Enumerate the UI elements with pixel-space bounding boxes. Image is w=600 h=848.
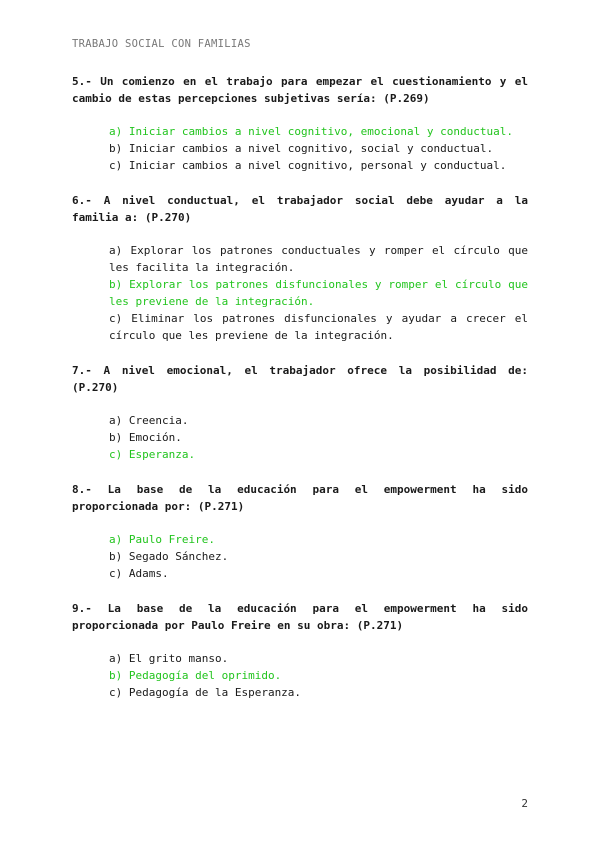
answer-options [109,123,528,174]
answer-option-correct: b) Explorar los patrones disfuncionales y romper el círculo que les previene de la integración. [109,278,528,308]
answer-options [109,242,528,344]
answer-option: c) Iniciar cambios a nivel cognitivo, personal y conductual. [109,159,507,172]
question-list [72,73,528,719]
answer-option-correct: a) Iniciar cambios a nivel cognitivo, emocional y conductual. [109,125,513,138]
page-header: TRABAJO SOCIAL CON FAMILIAS [72,38,251,50]
question-5 [72,73,528,174]
answer-option: c) Pedagogía de la Esperanza. [109,686,302,699]
page-number: 2 [521,797,528,810]
answer-option: a) El grito manso. [109,652,229,665]
answer-options [109,412,528,463]
question-7 [72,362,528,463]
answer-option-correct: c) Esperanza. [109,448,196,461]
answer-options [109,650,528,701]
question-8 [72,481,528,582]
answer-option: b) Iniciar cambios a nivel cognitivo, social y conductual. [109,142,494,155]
question-9 [72,600,528,701]
answer-option: b) Emoción. [109,431,182,444]
answer-option-correct: a) Paulo Freire. [109,533,215,546]
answer-options [109,531,528,582]
question-text: 9.- La base de la educación para el empowerment ha sido proporcionada por Paulo Freire en su obra: (P.271) [72,602,528,632]
answer-option: c) Eliminar los patrones disfuncionales y ayudar a crecer el círculo que les previene de la integración. [109,312,528,342]
question-text: 7.- A nivel emocional, el trabajador ofrece la posibilidad de: (P.270) [72,364,528,394]
question-text: 8.- La base de la educación para el empowerment ha sido proporcionada por: (P.271) [72,483,528,513]
answer-option-correct: b) Pedagogía del oprimido. [109,669,282,682]
question-text: 6.- A nivel conductual, el trabajador social debe ayudar a la familia a: (P.270) [72,194,528,224]
answer-option: a) Creencia. [109,414,189,427]
question-text: 5.- Un comienzo en el trabajo para empezar el cuestionamiento y el cambio de estas percepciones subjetivas sería: (P.269) [72,75,528,105]
answer-option: c) Adams. [109,567,169,580]
answer-option: a) Explorar los patrones conductuales y romper el círculo que les facilita la integración. [109,244,528,274]
answer-option: b) Segado Sánchez. [109,550,229,563]
question-6 [72,192,528,344]
